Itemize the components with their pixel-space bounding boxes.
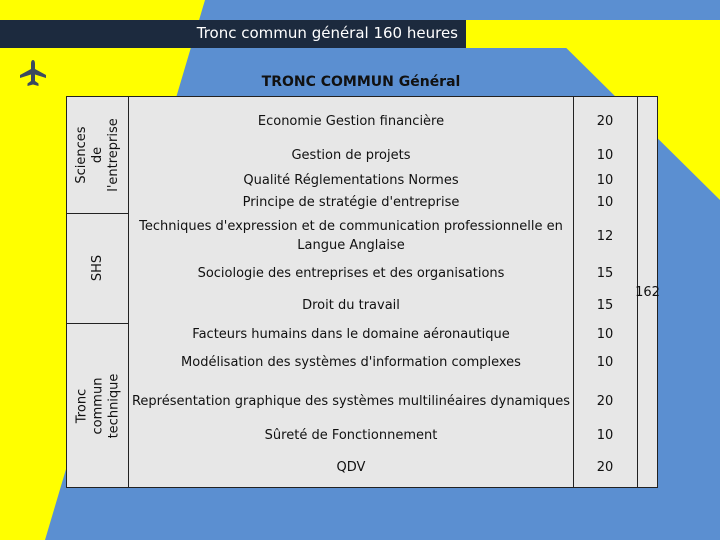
- table-row: [129, 169, 637, 191]
- course-hours: 10: [596, 326, 614, 342]
- table-row: [129, 191, 637, 213]
- group-label-shs: SHS: [90, 254, 105, 282]
- title-bar-accent: [466, 20, 720, 48]
- table-row: [129, 259, 637, 287]
- course-hours: 10: [596, 194, 614, 210]
- curriculum-table: [66, 96, 658, 488]
- course-name: QDV: [336, 459, 366, 475]
- course-hours: 15: [596, 297, 614, 313]
- title-bar: [0, 20, 466, 48]
- page-title: Tronc commun général 160 heures: [196, 24, 458, 42]
- group-label-tronc-commun-technique: Tronc commun technique: [74, 373, 122, 438]
- table-row: [129, 379, 637, 423]
- table-row: [129, 347, 637, 377]
- course-hours: 12: [596, 228, 614, 244]
- course-hours: 10: [596, 172, 614, 188]
- course-name: Economie Gestion financière: [257, 113, 445, 129]
- course-name: Sociologie des entreprises et des organisations: [197, 265, 505, 281]
- airplane-icon: [18, 58, 48, 88]
- course-name: Représentation graphique des systèmes multilinéaires dynamiques: [131, 393, 571, 409]
- course-name: Facteurs humains dans le domaine aéronautique: [192, 326, 510, 342]
- table-row: [129, 423, 637, 447]
- group-label-sciences-entreprise: Sciences de l'entreprise: [74, 118, 121, 192]
- table-row: [129, 323, 637, 345]
- course-hours: 10: [596, 427, 614, 443]
- course-name: Qualité Réglementations Normes: [243, 172, 459, 188]
- table-row: [129, 105, 637, 137]
- course-hours: 10: [596, 354, 614, 370]
- table-title: TRONC COMMUN Général: [261, 74, 461, 90]
- course-hours: 10: [596, 147, 614, 163]
- table-row: [129, 141, 637, 169]
- course-name: Modélisation des systèmes d'information complexes: [181, 354, 521, 370]
- table-row: [129, 287, 637, 323]
- table-row: [129, 449, 637, 485]
- course-hours: 20: [596, 459, 614, 475]
- table-row: [129, 213, 637, 259]
- course-name: Principe de stratégie d'entreprise: [242, 194, 460, 210]
- course-hours: 15: [596, 265, 614, 281]
- course-hours: 20: [596, 113, 614, 129]
- total-hours: 162: [635, 285, 660, 300]
- course-name: Sûreté de Fonctionnement: [264, 427, 438, 443]
- course-name: Droit du travail: [302, 297, 400, 313]
- course-name: Gestion de projets: [291, 147, 411, 163]
- course-name: Techniques d'expression et de communication professionnelle en Langue Anglaise: [139, 219, 563, 253]
- course-hours: 20: [596, 393, 614, 409]
